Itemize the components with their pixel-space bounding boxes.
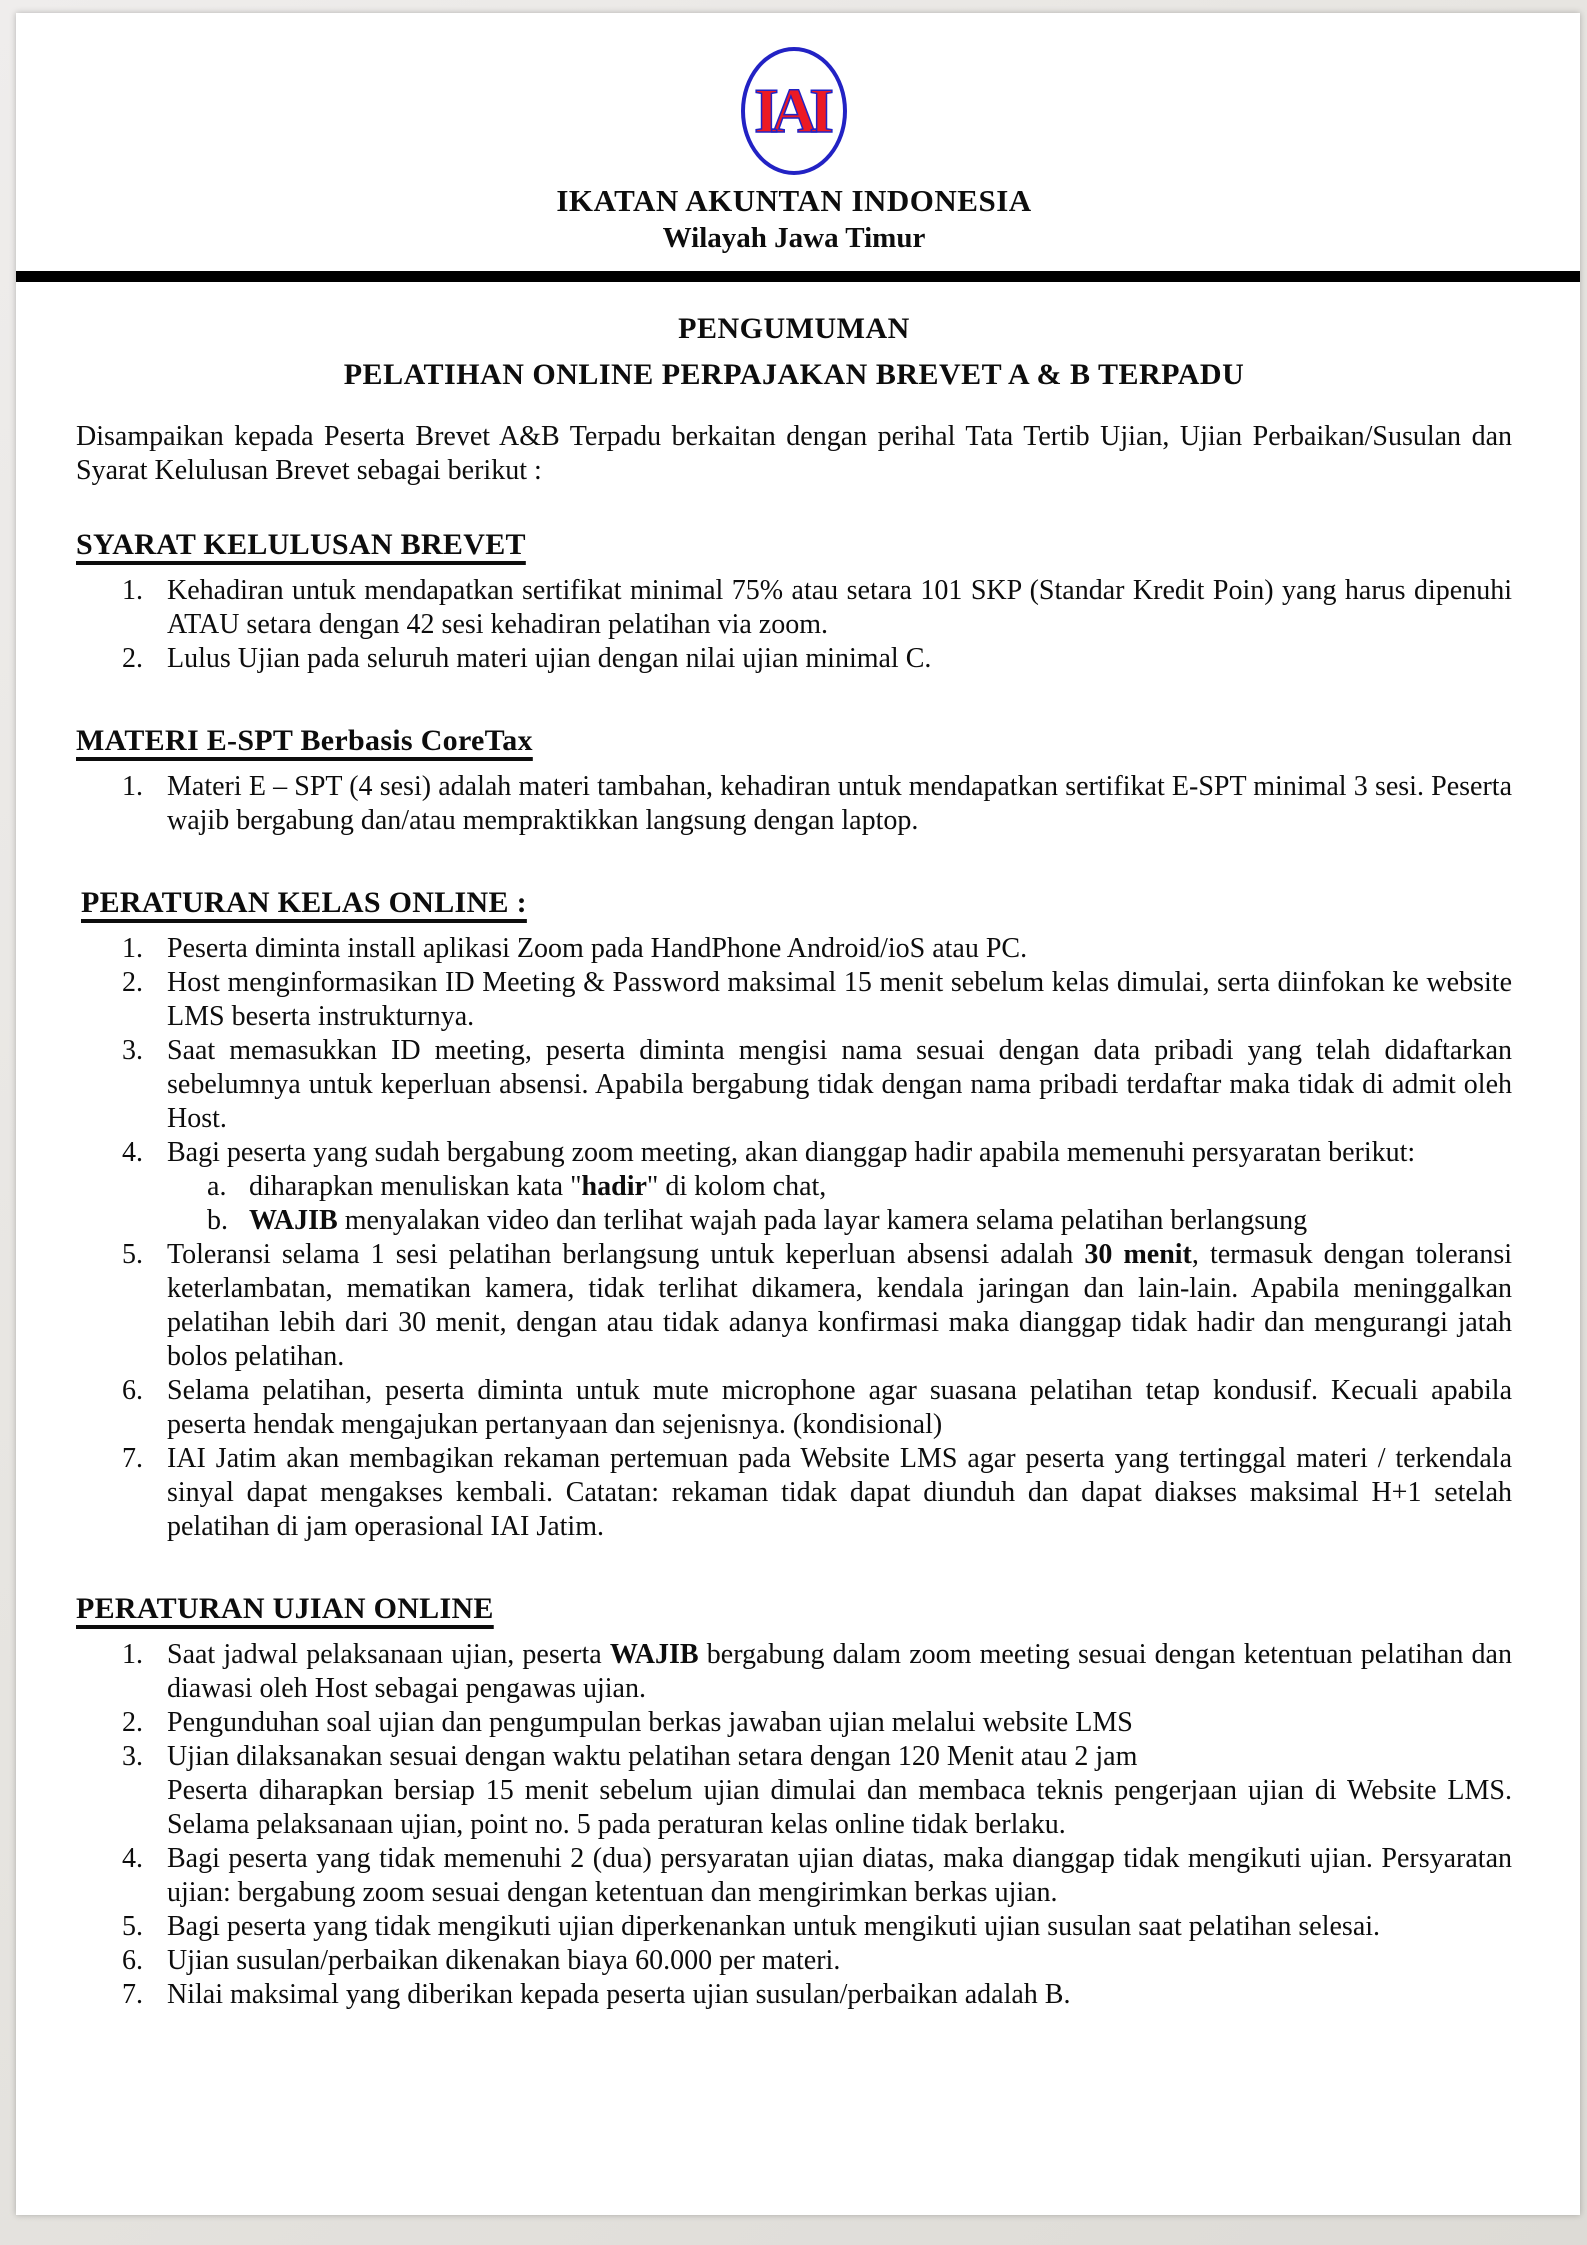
text-run: Peserta diharapkan bersiap 15 menit sebelum ujian dimulai dan membaca teknis pengerjaan ujian di Website LMS. Selama pelaksanaan ujian, point no. 5 pada peraturan kelas online tidak berlaku. <box>167 1775 1512 1840</box>
bold-text-run: WAJIB <box>609 1639 699 1670</box>
section-list <box>76 932 1512 1544</box>
iai-monogram-text: IAI <box>753 75 827 146</box>
text-run: Saat jadwal pelaksanaan ujian, peserta <box>167 1639 610 1670</box>
section <box>76 526 1512 676</box>
section <box>76 884 1512 1544</box>
section-list <box>76 1638 1512 2012</box>
text-run: Selama pelatihan, peserta diminta untuk mute microphone agar suasana pelatihan tetap kondusif. Kecuali apabila peserta hendak mengajukan pertanyaan dan sejenisnya. (kondisional) <box>167 1375 1512 1440</box>
sub-list-item <box>207 1170 1512 1204</box>
bold-text-run: hadir <box>581 1171 647 1202</box>
text-run: Kehadiran untuk mendapatkan sertifikat minimal 75% atau setara 101 SKP (Standar Kredit Poin) yang harus dipenuhi ATAU setara dengan 42 sesi kehadiran pelatihan via zoom. <box>167 575 1512 640</box>
section-heading: PERATURAN UJIAN ONLINE <box>76 1592 494 1625</box>
intro-paragraph: Disampaikan kepada Peserta Brevet A&B Terpadu berkaitan dengan perihal Tata Tertib Ujian, Ujian Perbaikan/Susulan dan Syarat Kelulusan Brevet sebagai berikut : <box>76 421 1512 486</box>
announcement-subtitle: PELATIHAN ONLINE PERPAJAKAN BREVET A & B TERPADU <box>343 358 1245 391</box>
list-item <box>122 1034 1512 1136</box>
text-run: menyalakan video dan terlihat wajah pada layar kamera selama pelatihan berlangsung <box>337 1205 1308 1236</box>
text-run: , termasuk dengan toleransi keterlambatan, mematikan kamera, tidak terlihat dikamera, kendala jaringan dan lain-lain. Apabila meninggalkan pelatihan lebih dari 30 menit, dengan atau tidak adanya konfirmasi maka dianggap tidak hadir dan mengurangi jatah bolos pelatihan. <box>167 1239 1512 1372</box>
org-name: IKATAN AKUNTAN INDONESIA <box>556 183 1032 218</box>
document-body <box>76 526 1512 2012</box>
list-item <box>122 1978 1512 2012</box>
section-heading: MATERI E-SPT Berbasis CoreTax <box>76 724 533 757</box>
list-item <box>122 932 1512 966</box>
text-run: Lulus Ujian pada seluruh materi ujian dengan nilai ujian minimal C. <box>167 643 932 674</box>
sub-list-item <box>207 1204 1512 1238</box>
org-region: Wilayah Jawa Timur <box>662 222 926 254</box>
announcement-title-block <box>76 306 1512 398</box>
bold-text-run: 30 menit <box>1084 1239 1192 1270</box>
list-item <box>122 770 1512 838</box>
document-paper <box>16 13 1580 2215</box>
text-run: IAI Jatim akan membagikan rekaman pertemuan pada Website LMS agar peserta yang tertinggal materi / terkendala sinyal dapat mengakses kembali. Catatan: rekaman tidak dapat diunduh dan dapat diakses maksimal H+1 setelah pelatihan di jam operasional IAI Jatim. <box>167 1443 1512 1542</box>
text-run: Pengunduhan soal ujian dan pengumpulan berkas jawaban ujian melalui website LMS <box>167 1707 1133 1738</box>
logo-container <box>76 47 1512 175</box>
text-run: Bagi peserta yang sudah bergabung zoom meeting, akan dianggap hadir apabila memenuhi persyaratan berikut: <box>167 1137 1416 1168</box>
text-run: " di kolom chat, <box>646 1171 827 1202</box>
list-item <box>122 1910 1512 1944</box>
list-item <box>122 1136 1512 1238</box>
text-run: Saat memasukkan ID meeting, peserta diminta mengisi nama sesuai dengan data pribadi yang telah didaftarkan sebelumnya untuk keperluan absensi. Apabila bergabung tidak dengan nama pribadi terdaftar maka tidak di admit oleh Host. <box>167 1035 1512 1134</box>
announcement-title: PENGUMUMAN <box>678 312 910 345</box>
text-run: bergabung dalam zoom meeting sesuai dengan ketentuan pelatihan dan diawasi oleh Host sebagai pengawas ujian. <box>167 1639 1512 1704</box>
list-item <box>122 1638 1512 1706</box>
header-divider-rule <box>16 271 1580 282</box>
list-item <box>122 1442 1512 1544</box>
list-item <box>122 1706 1512 1740</box>
text-run: Materi E – SPT (4 sesi) adalah materi tambahan, kehadiran untuk mendapatkan sertifikat E-SPT minimal 3 sesi. Peserta wajib bergabung dan/atau mempraktikkan langsung dengan laptop. <box>167 771 1512 836</box>
list-item <box>122 1842 1512 1910</box>
continuation-paragraph <box>167 1774 1512 1842</box>
list-item <box>122 1374 1512 1442</box>
section-heading: PERATURAN KELAS ONLINE : <box>81 886 527 919</box>
iai-logo <box>741 47 847 175</box>
text-run: Ujian susulan/perbaikan dikenakan biaya 60.000 per materi. <box>167 1945 841 1976</box>
section <box>76 722 1512 838</box>
list-item <box>122 1944 1512 1978</box>
list-item <box>122 966 1512 1034</box>
list-item <box>122 642 1512 676</box>
text-run: diharapkan menuliskan kata " <box>249 1171 582 1202</box>
text-run: Host menginformasikan ID Meeting & Password maksimal 15 menit sebelum kelas dimulai, serta diinfokan ke website LMS beserta instrukturnya. <box>167 967 1512 1032</box>
text-run: Bagi peserta yang tidak memenuhi 2 (dua) persyaratan ujian diatas, maka dianggap tidak mengikuti ujian. Persyaratan ujian: bergabung zoom sesuai dengan ketentuan dan mengirimkan berkas ujian. <box>167 1843 1512 1908</box>
list-item <box>122 1740 1512 1842</box>
text-run: Bagi peserta yang tidak mengikuti ujian diperkenankan untuk mengikuti ujian susulan saat pelatihan selesai. <box>167 1911 1381 1942</box>
text-run: Toleransi selama 1 sesi pelatihan berlangsung untuk keperluan absensi adalah <box>167 1239 1085 1270</box>
text-run: Nilai maksimal yang diberikan kepada peserta ujian susulan/perbaikan adalah B. <box>167 1979 1071 2010</box>
list-item <box>122 1238 1512 1374</box>
text-run: Peserta diminta install aplikasi Zoom pada HandPhone Android/ioS atau PC. <box>167 933 1028 964</box>
text-run: Ujian dilaksanakan sesuai dengan waktu pelatihan setara dengan 120 Menit atau 2 jam <box>167 1741 1138 1772</box>
sub-list <box>167 1170 1512 1238</box>
section-heading: SYARAT KELULUSAN BREVET <box>76 528 526 561</box>
list-item <box>122 574 1512 642</box>
section-list <box>76 770 1512 838</box>
section <box>76 1590 1512 2012</box>
section-list <box>76 574 1512 676</box>
bold-text-run: WAJIB <box>249 1205 338 1236</box>
